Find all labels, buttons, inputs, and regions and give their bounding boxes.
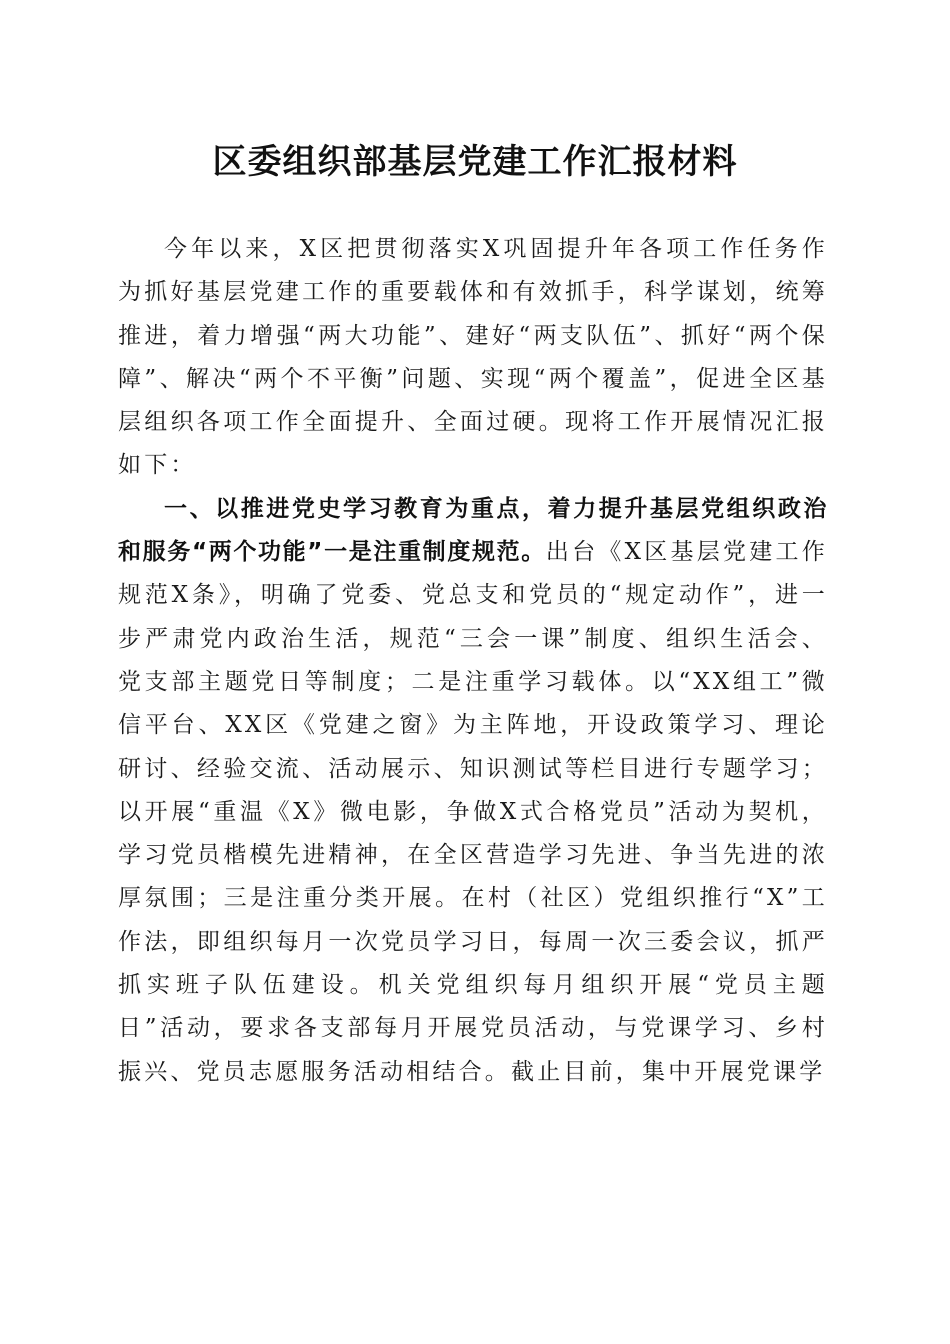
intro-paragraph: 今年以来，X区把贯彻落实X巩固提升年各项工作任务作为抓好基层党建工作的重要载体和有效抓手，科学谋划，统筹推进，着力增强“两大功能”、建好“两支队伍”、抓好“两个保障”、解决“两个不平衡”问题、实现“两个覆盖”，促进全区基层组织各项工作全面提升、全面过硬。现将工作开展情况汇报如下： bbox=[118, 236, 828, 479]
document-title: 区委组织部基层党建工作汇报材料 bbox=[212, 142, 738, 182]
document-body bbox=[118, 228, 828, 1094]
section-1-heading: 一、以推进党史学习教育为重点，着力提升基层党组织政治和服务“两个功能”一是注重制度规范。 bbox=[118, 495, 828, 566]
section-1-body: 出台《X区基层党建工作规范X条》，明确了党委、党总支和党员的“规定动作”，进一步严肃党内政治生活，规范“三会一课”制度、组织生活会、党支部主题党日等制度；二是注重学习载体。以“XX组工”微信平台、XX区《党建之窗》为主阵地，开设政策学习、理论研讨、经验交流、活动展示、知识测试等栏目进行专题学习；以开展“重温《X》微电影，争做X式合格党员”活动为契机，学习党员楷模先进精神，在全区营造学习先进、争当先进的浓厚氛围；三是注重分类开展。在村（社区）党组织推行“X”工作法，即组织每月一次党员学习日，每周一次三委会议，抓严抓实班子队伍建设。机关党组织每月组织开展“党员主题日”活动，要求各支部每月开展党员活动，与党课学习、乡村振兴、党员志愿服务活动相结合。截止目前，集中开展党课学 bbox=[118, 539, 828, 1085]
section-1-paragraph bbox=[118, 488, 828, 1094]
